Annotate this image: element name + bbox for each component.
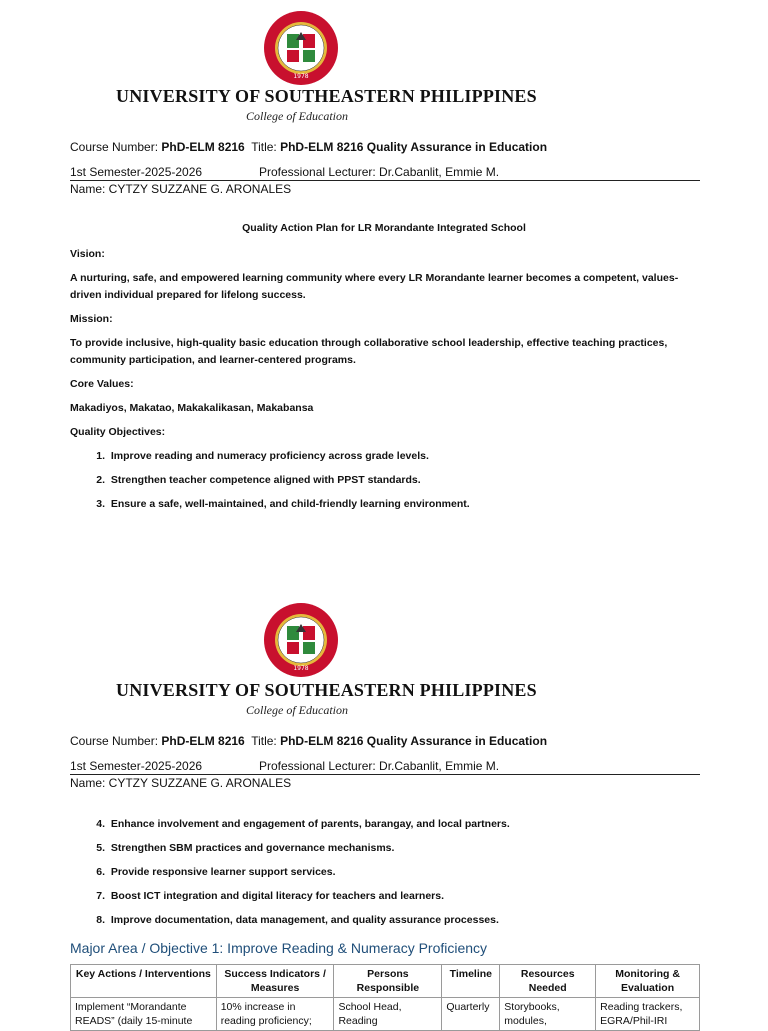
list-item bbox=[70, 866, 336, 878]
item-text: Improve reading and numeracy proficiency across grade levels. bbox=[110, 450, 429, 462]
column-header: Key Actions / Interventions bbox=[71, 965, 217, 998]
semester-line bbox=[70, 165, 700, 181]
university-name: UNIVERSITY OF SOUTHEASTERN PHILIPPINES bbox=[116, 86, 537, 106]
list-item bbox=[70, 914, 499, 926]
course-label: Course Number: bbox=[70, 140, 159, 154]
course-title: PhD-ELM 8216 Quality Assurance in Education bbox=[280, 734, 548, 748]
course-line bbox=[70, 140, 547, 154]
column-header: Persons Responsible bbox=[334, 965, 442, 998]
core-values-text: Makadiyos, Makatao, Makakalikasan, Makabansa bbox=[70, 402, 314, 414]
course-number: PhD-ELM 8216 bbox=[161, 140, 245, 154]
table-cell: Implement “Morandante READS” (daily 15-minute bbox=[71, 998, 217, 1031]
item-number: 2. bbox=[96, 474, 105, 486]
table-cell: Quarterly bbox=[442, 998, 500, 1031]
objectives-label: Quality Objectives: bbox=[70, 426, 166, 438]
item-number: 8. bbox=[96, 914, 105, 926]
action-plan-table bbox=[70, 964, 700, 1031]
course-number: PhD-ELM 8216 bbox=[161, 734, 245, 748]
item-number: 5. bbox=[96, 842, 105, 854]
university-seal-logo bbox=[263, 602, 339, 678]
semester: 1st Semester-2025-2026 bbox=[70, 759, 203, 773]
item-text: Boost ICT integration and digital literacy for teachers and learners. bbox=[110, 890, 445, 902]
table-row bbox=[71, 998, 700, 1031]
list-item bbox=[70, 842, 394, 854]
item-text: Strengthen teacher competence aligned with PPST standards. bbox=[110, 474, 421, 486]
svg-text:1978: 1978 bbox=[293, 665, 309, 672]
item-number: 4. bbox=[96, 818, 105, 830]
column-header: Success Indicators / Measures bbox=[216, 965, 334, 998]
list-item bbox=[70, 890, 444, 902]
student-name: Name: CYTZY SUZZANE G. ARONALES bbox=[70, 182, 292, 196]
lecturer: Professional Lecturer: Dr.Cabanlit, Emmie M. bbox=[259, 165, 500, 179]
college-name: College of Education bbox=[246, 109, 348, 123]
table-cell: 10% increase in reading proficiency; bbox=[216, 998, 334, 1031]
title-label: Title: bbox=[251, 140, 277, 154]
section-heading: Major Area / Objective 1: Improve Reading & Numeracy Proficiency bbox=[70, 940, 488, 956]
table-cell: Reading trackers, EGRA/Phil-IRI bbox=[596, 998, 700, 1031]
list-item bbox=[70, 498, 470, 510]
item-number: 6. bbox=[96, 866, 105, 878]
list-item bbox=[70, 818, 510, 830]
item-text: Strengthen SBM practices and governance mechanisms. bbox=[110, 842, 395, 854]
item-number: 1. bbox=[96, 450, 105, 462]
table-cell: School Head, Reading bbox=[334, 998, 442, 1031]
semester: 1st Semester-2025-2026 bbox=[70, 165, 203, 179]
document-title: Quality Action Plan for LR Morandante Integrated School bbox=[242, 222, 526, 234]
column-header: Monitoring & Evaluation bbox=[596, 965, 700, 998]
core-values-label: Core Values: bbox=[70, 378, 134, 390]
list-item bbox=[70, 474, 421, 486]
svg-text:1978: 1978 bbox=[293, 73, 309, 80]
vision-label: Vision: bbox=[70, 248, 105, 260]
item-text: Improve documentation, data management, and quality assurance processes. bbox=[110, 914, 499, 926]
column-header: Resources Needed bbox=[500, 965, 596, 998]
list-item bbox=[70, 450, 429, 462]
lecturer: Professional Lecturer: Dr.Cabanlit, Emmie M. bbox=[259, 759, 500, 773]
college-name: College of Education bbox=[246, 703, 348, 717]
university-name: UNIVERSITY OF SOUTHEASTERN PHILIPPINES bbox=[116, 680, 537, 700]
item-text: Ensure a safe, well-maintained, and child-friendly learning environment. bbox=[110, 498, 470, 510]
course-line bbox=[70, 734, 547, 748]
mission-label: Mission: bbox=[70, 313, 113, 325]
column-header: Timeline bbox=[442, 965, 500, 998]
item-number: 3. bbox=[96, 498, 105, 510]
item-number: 7. bbox=[96, 890, 105, 902]
course-title: PhD-ELM 8216 Quality Assurance in Education bbox=[280, 140, 548, 154]
vision-text: A nurturing, safe, and empowered learning community where every LR Morandante learner becomes a competent, values-driven individual prepared for lifelong success. bbox=[70, 272, 679, 301]
student-name: Name: CYTZY SUZZANE G. ARONALES bbox=[70, 776, 292, 790]
course-label: Course Number: bbox=[70, 734, 159, 748]
semester-line bbox=[70, 759, 700, 775]
item-text: Provide responsive learner support services. bbox=[110, 866, 336, 878]
item-text: Enhance involvement and engagement of parents, barangay, and local partners. bbox=[110, 818, 510, 830]
table-header-row bbox=[71, 965, 700, 998]
title-label: Title: bbox=[251, 734, 277, 748]
university-seal-logo bbox=[263, 10, 339, 86]
table-cell: Storybooks, modules, bbox=[500, 998, 596, 1031]
mission-text: To provide inclusive, high-quality basic education through collaborative school leadership, effective teaching practices, community participation, and learner-centered programs. bbox=[70, 337, 668, 366]
